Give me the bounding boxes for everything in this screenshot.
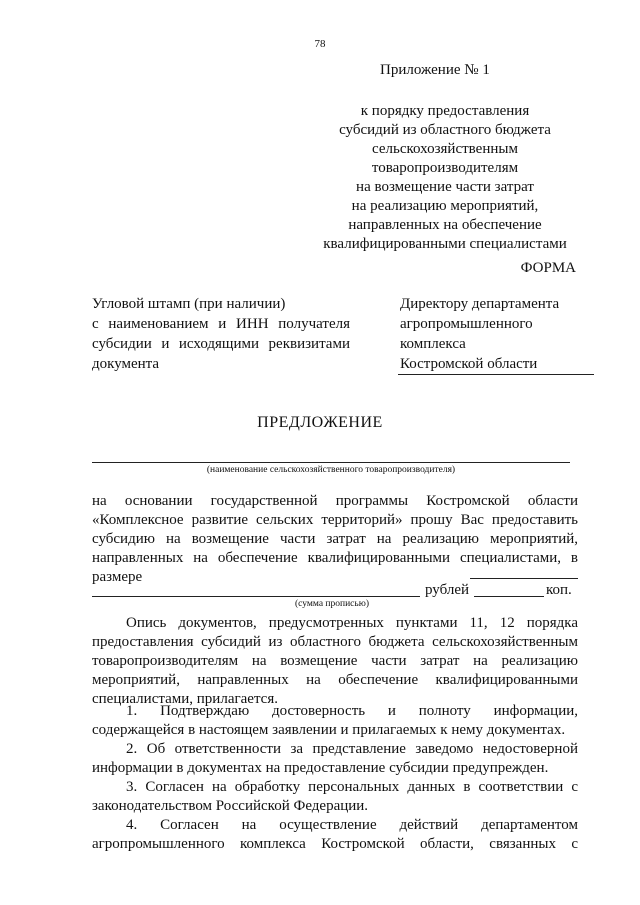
- paragraph-line: «Комплексное развитие сельских территорий» прошу Вас предоставить: [92, 512, 578, 528]
- request-paragraph: [92, 492, 578, 587]
- paragraph-line: законодательством Российской Федерации.: [92, 798, 369, 814]
- corner-stamp-note: [92, 294, 350, 374]
- paragraph-line: 1. Подтверждаю достоверность и полноту информации,: [126, 703, 578, 719]
- amount-digits-field[interactable]: [470, 578, 578, 579]
- producer-name-caption: (наименование сельскохозяйственного товаропроизводителя): [206, 465, 456, 475]
- amount-caption: (сумма прописью): [295, 599, 369, 609]
- paragraph-line: мероприятий, направленных на обеспечение квалифицированными: [92, 672, 578, 688]
- addressee-line: Директору департамента: [400, 296, 560, 312]
- appendix-line: субсидий из областного бюджета: [339, 122, 551, 138]
- paragraph-line: предоставления субсидий из областного бюджета сельскохозяйственным: [92, 634, 578, 650]
- rubles-label: рублей: [425, 582, 470, 598]
- paragraph-line: информации в документах на предоставление субсидии предупрежден.: [92, 760, 549, 776]
- paragraph-line: субсидию на возмещение части затрат на реализацию мероприятий,: [92, 531, 578, 547]
- appendix-line: на реализацию мероприятий,: [351, 198, 539, 214]
- addressee-fill-line[interactable]: [398, 374, 594, 375]
- addressee-line: комплекса: [400, 336, 466, 352]
- item-4: [92, 816, 578, 854]
- appendix-line: товаропроизводителям: [371, 160, 519, 176]
- item-1: [92, 702, 578, 740]
- paragraph-line: специалистами, прилагается.: [92, 691, 278, 707]
- documents-paragraph: [92, 614, 578, 709]
- paragraph-line: содержащейся в настоящем заявлении и прилагаемых к нему документах.: [92, 722, 566, 738]
- addressee-block: [400, 294, 600, 374]
- stamp-line: субсидии и исходящими реквизитами: [92, 336, 350, 352]
- item-3: [92, 778, 578, 816]
- form-label: ФОРМА: [520, 260, 576, 276]
- amount-words-field[interactable]: [92, 596, 420, 597]
- appendix-title: Приложение № 1: [380, 62, 490, 78]
- paragraph-line: Опись документов, предусмотренных пунктами 11, 12 порядка: [126, 615, 578, 631]
- appendix-subtitle: [300, 102, 590, 254]
- addressee-line: Костромской области: [400, 356, 538, 372]
- paragraph-line: размере: [92, 569, 143, 585]
- paragraph-line: на основании государственной программы Костромской области: [92, 493, 578, 509]
- paragraph-line: товаропроизводителям на возмещение части затрат на реализацию: [92, 653, 578, 669]
- paragraph-line: направленных на обеспечение квалифицированными специалистами, в: [92, 550, 578, 566]
- kopecks-label: коп.: [546, 582, 572, 598]
- stamp-line: Угловой штамп (при наличии): [92, 296, 286, 312]
- item-2: [92, 740, 578, 778]
- stamp-line: документа: [92, 356, 160, 372]
- addressee-line: агропромышленного: [400, 316, 533, 332]
- appendix-line: сельскохозяйственным: [372, 141, 518, 157]
- paragraph-line: 4. Согласен на осуществление действий департаментом: [126, 817, 578, 833]
- stamp-line: с наименованием и ИНН получателя: [92, 316, 350, 332]
- paragraph-line: 2. Об ответственности за представление заведомо недостоверной: [126, 741, 578, 757]
- appendix-line: на возмещение части затрат: [356, 179, 534, 195]
- page-number: 78: [314, 38, 326, 50]
- paragraph-line: агропромышленного комплекса Костромской области, связанных с: [92, 836, 578, 852]
- document-title: ПРЕДЛОЖЕНИЕ: [257, 414, 383, 431]
- producer-name-field[interactable]: [92, 462, 570, 463]
- paragraph-line: 3. Согласен на обработку персональных данных в соответствии с: [126, 779, 578, 795]
- appendix-line: квалифицированными специалистами: [323, 236, 567, 252]
- appendix-line: к порядку предоставления: [360, 103, 530, 119]
- kopecks-field[interactable]: [474, 596, 544, 597]
- appendix-line: направленных на обеспечение: [348, 217, 542, 233]
